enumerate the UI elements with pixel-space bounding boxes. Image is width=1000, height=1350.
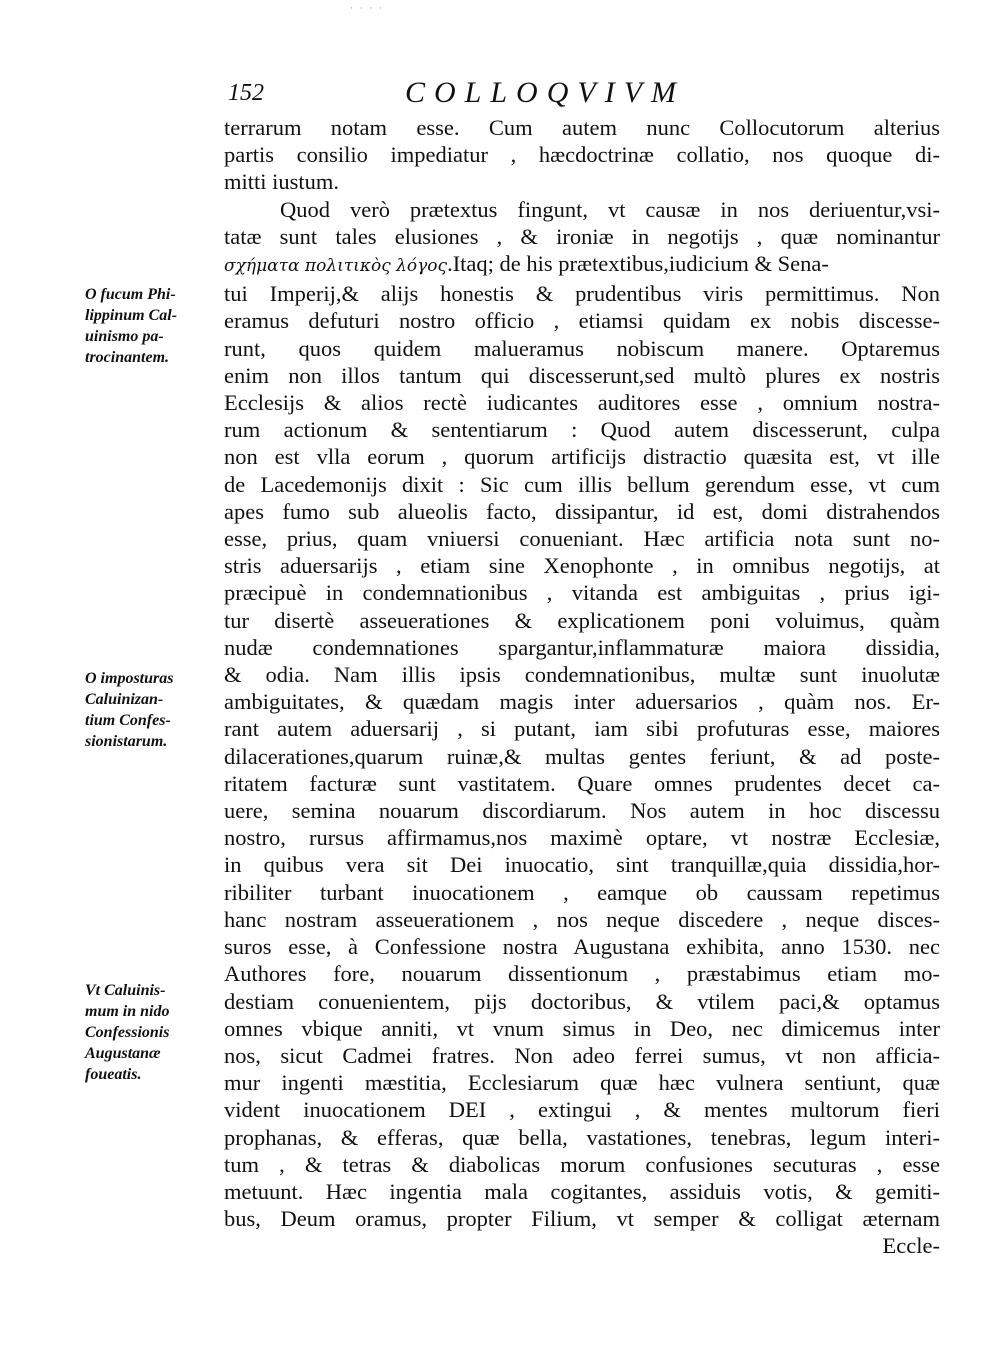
text-line: metuunt. Hæc ingentia mala cogitantes, assiduis votis, & gemiti- xyxy=(224,1178,940,1204)
margin-note-line: Vt Caluinis- xyxy=(85,982,166,999)
text-line: in quibus vera sit Dei inuocatio, sint tranquillæ,quia dissidia,hor- xyxy=(224,852,940,878)
text-line: prophanas, & efferas, quæ bella, vastationes, tenebras, legum interi- xyxy=(224,1124,940,1150)
margin-note-3 xyxy=(85,980,215,1085)
text-line: omnes vbique anniti, vt vnum simus in Deo, nec dimicemus inter xyxy=(224,1015,940,1041)
text-line: hanc nostram asseuerationem , nos neque discedere , neque disces- xyxy=(224,906,940,932)
body-text xyxy=(224,114,940,1260)
text-line: ribiliter turbant inuocationem , eamque ob caussam repetimus xyxy=(224,879,940,905)
text-line: nostro, rursus affirmamus,nos maximè optare, vt nostræ Ecclesiæ, xyxy=(224,825,940,851)
top-mark: · · · · xyxy=(350,4,385,14)
text-line: tatæ sunt tales elusiones , & ironiæ in negotijs , quæ nominantur xyxy=(224,223,940,249)
margin-note-line: Caluinizan- xyxy=(85,691,164,708)
text-line: bus, Deum oramus, propter Filium, vt semper & colligat æternam xyxy=(224,1206,940,1232)
catchword: Eccle- xyxy=(882,1233,940,1259)
text-line: terrarum notam esse. Cum autem nunc Collocutorum alterius xyxy=(224,115,940,140)
text-line: non est vlla eorum , quorum artificijs distractio quæsita est, vt ille xyxy=(224,444,940,470)
text-line: eramus defuturi nostro officio , etiamsi quidam ex nobis discesse- xyxy=(224,308,940,334)
text-line: tum , & tetras & diabolicas morum confusiones secuturas , esse xyxy=(224,1151,940,1177)
text-line: mitti iustum. xyxy=(224,169,340,195)
text-line: de Lacedemonijs dixit : Sic cum illis bellum gerendum esse, vt cum xyxy=(224,471,940,497)
text-line: Authores fore, nouarum dissentionum , præstabimus etiam mo- xyxy=(224,961,940,987)
text-line: vident inuocationem DEI , extingui , & mentes multorum fieri xyxy=(224,1097,940,1123)
text-line: tur disertè asseuerationes & explicationem poni voluimus, quàm xyxy=(224,607,940,633)
text-line: & odia. Nam illis ipsis condemnationibus, multæ sunt inuolutæ xyxy=(224,662,940,688)
margin-note-line: O imposturas xyxy=(85,670,174,687)
margin-note-line: Augustanæ xyxy=(85,1045,161,1062)
margin-note-line: uinismo pa- xyxy=(85,328,164,345)
margin-note-line: mum in nido xyxy=(85,1003,170,1020)
text-line: ritatem facturæ sunt vastitatem. Quare omnes prudentes decet ca- xyxy=(224,770,940,796)
text-line: esse, prius, quam vniuersi conueniant. Hæc artificia nota sunt no- xyxy=(224,526,940,552)
text-line-rest: .Itaq; de his prætextibus,iudicium & Sena- xyxy=(447,251,829,277)
text-line: nudæ condemnationes spargantur,inflammaturæ maiora dissidia, xyxy=(224,634,940,660)
text-line: partis consilio impediatur , hæcdoctrinæ collatio, nos quoque di- xyxy=(224,142,940,168)
text-line: tui Imperij,& alijs honestis & prudentibus viris permittimus. Non xyxy=(224,281,940,307)
text-line: destiam conuenientem, pijs doctoribus, & vtilem paci,& optamus xyxy=(224,988,940,1014)
margin-note-line: Confessionis xyxy=(85,1024,170,1041)
margin-note-line: tium Confes- xyxy=(85,712,171,729)
margin-note-line: foueatis. xyxy=(85,1066,142,1083)
text-line: rant autem aduersarij , si putant, iam sibi profuturas esse, maiores xyxy=(224,716,940,742)
text-line: stris aduersarijs , etiam sine Xenophonte , in omnibus negotijs, at xyxy=(224,553,940,579)
text-line: mur ingenti mæstitia, Ecclesiarum quæ hæc vulnera sentiunt, quæ xyxy=(224,1070,940,1096)
margin-note-line: sionistarum. xyxy=(85,733,168,750)
margin-note-2 xyxy=(85,668,215,752)
page-number: 152 xyxy=(228,80,264,106)
text-line: Ecclesijs & alios rectè iudicantes auditores esse , omnium nostra- xyxy=(224,390,940,416)
text-line: nos, sicut Cadmei fratres. Non adeo ferrei sumus, vt non afficia- xyxy=(224,1042,940,1068)
text-line: rum actionum & sententiarum : Quod autem discesserunt, culpa xyxy=(224,417,940,443)
text-line: præcipuè in condemnationibus , vitanda est ambiguitas , prius igi- xyxy=(224,580,940,606)
text-line: uere, semina nouarum discordiarum. Nos autem in hoc discessu xyxy=(224,798,940,824)
text-line: dilacerationes,quarum ruinæ,& multas gentes feriunt, & ad poste- xyxy=(224,743,940,769)
margin-note-1 xyxy=(85,284,215,368)
running-head: COLLOQVIVM xyxy=(405,76,686,109)
text-line: apes fumo sub alueolis facto, dissipantur, id est, domi distrahendos xyxy=(224,498,940,524)
text-line: Quod verò prætextus fingunt, vt causæ in nos deriuentur,vsi- xyxy=(280,196,940,222)
text-line: enim non illos tantum qui discesserunt,sed multò plures ex nostris xyxy=(224,362,940,388)
text-line-greek xyxy=(224,250,940,280)
text-line: suros esse, à Confessione nostra Augustana exhibita, anno 1530. nec xyxy=(224,934,940,960)
margin-note-line: O fucum Phi- xyxy=(85,286,176,303)
text-line: runt, quos quidem malueramus nobiscum manere. Optaremus xyxy=(224,335,940,361)
margin-note-line: trocinantem. xyxy=(85,349,170,366)
margin-note-line: lippinum Cal- xyxy=(85,307,178,324)
greek-phrase: σχήματα πολιτικὸς λόγος xyxy=(224,256,448,277)
text-line: ambiguitates, & quædam magis inter aduersarios , quàm nos. Er- xyxy=(224,689,940,715)
